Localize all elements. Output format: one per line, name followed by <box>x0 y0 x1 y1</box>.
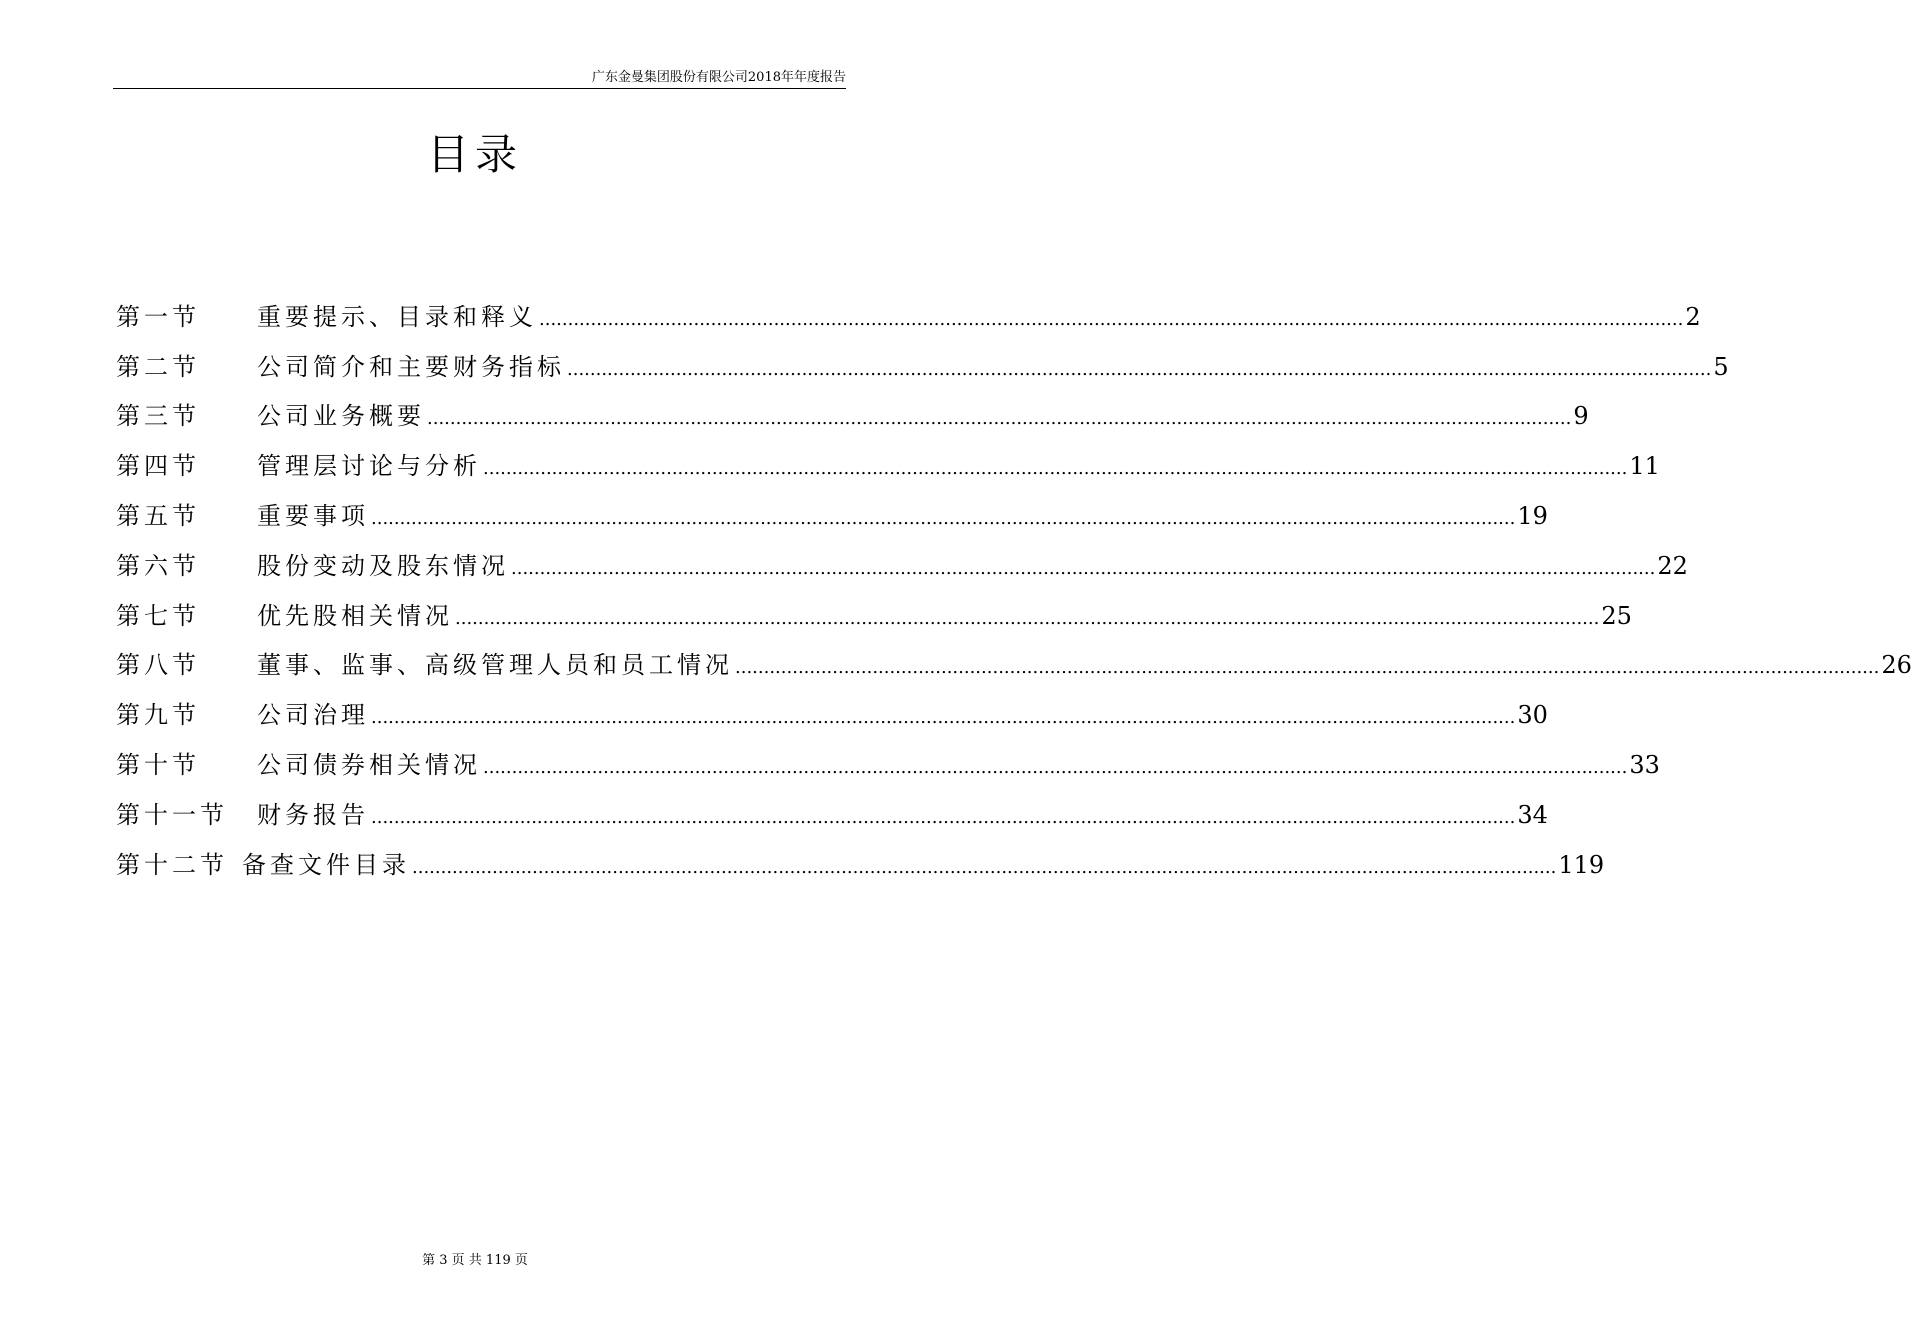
dot-leader: ........................................................................................................................................................................................................ <box>511 557 1656 579</box>
toc-page-number: 26 <box>1881 651 1912 680</box>
toc-entry[interactable] <box>116 740 1660 790</box>
toc-section-label: 第十二节 <box>116 850 228 879</box>
toc-entry[interactable] <box>116 790 1548 840</box>
toc-page-number: 30 <box>1517 701 1548 730</box>
toc-entry[interactable] <box>116 342 1729 392</box>
toc-page-number: 119 <box>1558 850 1605 879</box>
toc-page-number: 22 <box>1657 551 1688 580</box>
toc-entry[interactable] <box>116 840 1605 890</box>
toc-section-label: 第二节 <box>116 352 200 381</box>
toc-section-label: 第四节 <box>116 452 200 481</box>
dot-leader: ........................................................................................................................................................................................................ <box>427 408 1572 430</box>
toc-section-label: 第九节 <box>116 701 200 730</box>
dot-leader: ........................................................................................................................................................................................................ <box>371 707 1516 729</box>
dot-leader: ........................................................................................................................................................................................................ <box>412 856 1557 878</box>
toc-entry[interactable] <box>116 591 1632 641</box>
toc-entry[interactable] <box>116 641 1912 691</box>
toc-entry-title: 公司债券相关情况 <box>257 751 481 780</box>
page-footer: 第 3 页 共 119 页 <box>422 1253 528 1268</box>
toc-section-label: 第十一节 <box>116 800 228 829</box>
toc-entry-title: 公司治理 <box>257 701 369 730</box>
toc-entry-title: 公司简介和主要财务指标 <box>257 352 565 381</box>
header-title: 广东金曼集团股份有限公司2018年年度报告 <box>591 70 846 85</box>
dot-leader: ........................................................................................................................................................................................................ <box>371 508 1516 530</box>
toc-page-number: 33 <box>1629 751 1660 780</box>
toc-page-number: 25 <box>1601 601 1632 630</box>
toc-entry-title: 备查文件目录 <box>242 850 410 879</box>
toc-section-label: 第六节 <box>116 551 200 580</box>
toc-entry[interactable] <box>116 690 1548 740</box>
toc-page-number: 34 <box>1517 800 1548 829</box>
toc-section-label: 第十节 <box>116 751 200 780</box>
dot-leader: ........................................................................................................................................................................................................ <box>735 657 1880 679</box>
toc-page-number: 19 <box>1517 502 1548 531</box>
toc-page-number: 5 <box>1713 352 1729 381</box>
toc-entry-title: 财务报告 <box>257 800 369 829</box>
dot-leader: ........................................................................................................................................................................................................ <box>539 308 1684 330</box>
toc-entry-title: 管理层讨论与分析 <box>257 452 481 481</box>
toc-section-label: 第五节 <box>116 502 200 531</box>
toc-page-number: 2 <box>1685 302 1701 331</box>
toc-entry-title: 公司业务概要 <box>257 402 425 431</box>
toc-section-label: 第八节 <box>116 651 200 680</box>
toc-page-number: 9 <box>1573 402 1589 431</box>
page-header <box>113 62 846 89</box>
toc-page-number: 11 <box>1629 452 1660 481</box>
toc-entry-title: 优先股相关情况 <box>257 601 453 630</box>
dot-leader: ........................................................................................................................................................................................................ <box>483 458 1628 480</box>
toc-entry-title: 重要提示、目录和释义 <box>257 302 537 331</box>
toc-entry[interactable] <box>116 392 1589 442</box>
toc-entry[interactable] <box>116 441 1660 491</box>
page-title: 目录 <box>426 130 523 179</box>
dot-leader: ........................................................................................................................................................................................................ <box>455 607 1600 629</box>
dot-leader: ........................................................................................................................................................................................................ <box>371 806 1516 828</box>
toc-entry-title: 董事、监事、高级管理人员和员工情况 <box>257 651 733 680</box>
toc-entry-title: 股份变动及股东情况 <box>257 551 509 580</box>
toc-entry[interactable] <box>116 292 1701 342</box>
toc-entry[interactable] <box>116 541 1688 591</box>
dot-leader: ........................................................................................................................................................................................................ <box>483 757 1628 779</box>
toc-section-label: 第一节 <box>116 302 200 331</box>
toc-entry[interactable] <box>116 491 1548 541</box>
table-of-contents <box>116 292 1912 890</box>
toc-section-label: 第三节 <box>116 402 200 431</box>
dot-leader: ........................................................................................................................................................................................................ <box>567 358 1712 380</box>
toc-section-label: 第七节 <box>116 601 200 630</box>
toc-entry-title: 重要事项 <box>257 502 369 531</box>
